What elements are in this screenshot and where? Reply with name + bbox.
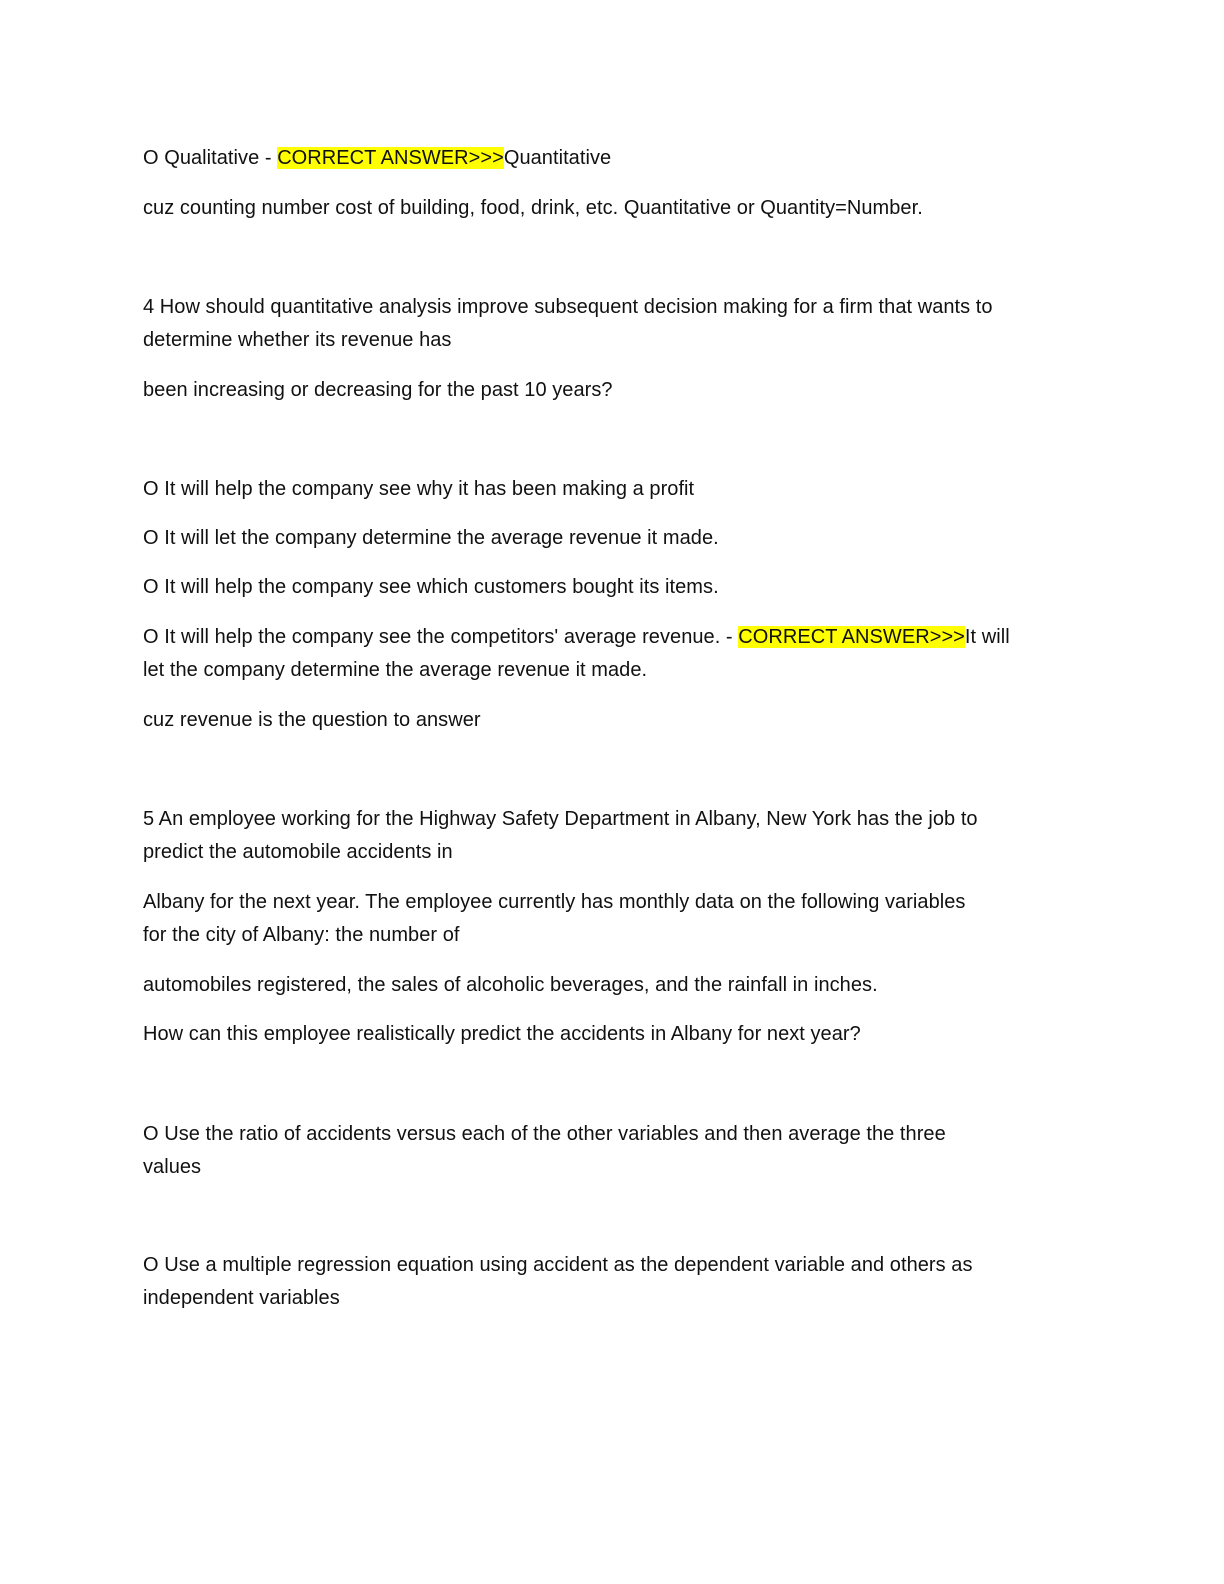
q5-option-1-line-2: values <box>143 1156 202 1178</box>
q4-option-4 <box>143 620 1083 654</box>
q3-answer-line <box>143 141 1083 175</box>
q4-option-3: O It will help the company see which customers bought its items. <box>143 576 719 598</box>
q5-option-1-line-1: O Use the ratio of accidents versus each of the other variables and then average the three <box>143 1123 946 1145</box>
q5-question-line-6: How can this employee realistically predict the accidents in Albany for next year? <box>143 1023 861 1045</box>
q3-option-text: O Qualitative - <box>143 147 278 169</box>
q5-option-2-line-1: O Use a multiple regression equation using accident as the dependent variable and others as <box>143 1254 973 1276</box>
correct-answer-highlight: CORRECT ANSWER>>> <box>277 147 504 169</box>
correct-answer-highlight: CORRECT ANSWER>>> <box>738 626 965 648</box>
q3-correct-answer: Quantitative <box>503 147 612 169</box>
q4-correct-answer-cont: let the company determine the average revenue it made. <box>143 659 648 681</box>
q5-question-line-5: automobiles registered, the sales of alcoholic beverages, and the rainfall in inches. <box>143 974 878 996</box>
q4-question-line-3: been increasing or decreasing for the past 10 years? <box>143 379 613 401</box>
q5-question-line-3: Albany for the next year. The employee currently has monthly data on the following variables <box>143 891 966 913</box>
q5-question-line-1: 5 An employee working for the Highway Safety Department in Albany, New York has the job to <box>143 808 978 830</box>
q4-option-4-text: O It will help the company see the competitors' average revenue. - <box>143 626 739 648</box>
q4-question-line-1: 4 How should quantitative analysis improve subsequent decision making for a firm that wants to <box>143 296 993 318</box>
q4-correct-answer: It will <box>964 626 1010 648</box>
q5-question-line-2: predict the automobile accidents in <box>143 841 453 863</box>
q3-explanation: cuz counting number cost of building, food, drink, etc. Quantitative or Quantity=Number. <box>143 197 923 219</box>
q5-question-line-4: for the city of Albany: the number of <box>143 924 460 946</box>
q4-option-1: O It will help the company see why it has been making a profit <box>143 478 695 500</box>
q4-explanation: cuz revenue is the question to answer <box>143 709 481 731</box>
q5-option-2-line-2: independent variables <box>143 1287 340 1309</box>
q4-option-2: O It will let the company determine the average revenue it made. <box>143 527 719 549</box>
q4-question-line-2: determine whether its revenue has <box>143 329 452 351</box>
